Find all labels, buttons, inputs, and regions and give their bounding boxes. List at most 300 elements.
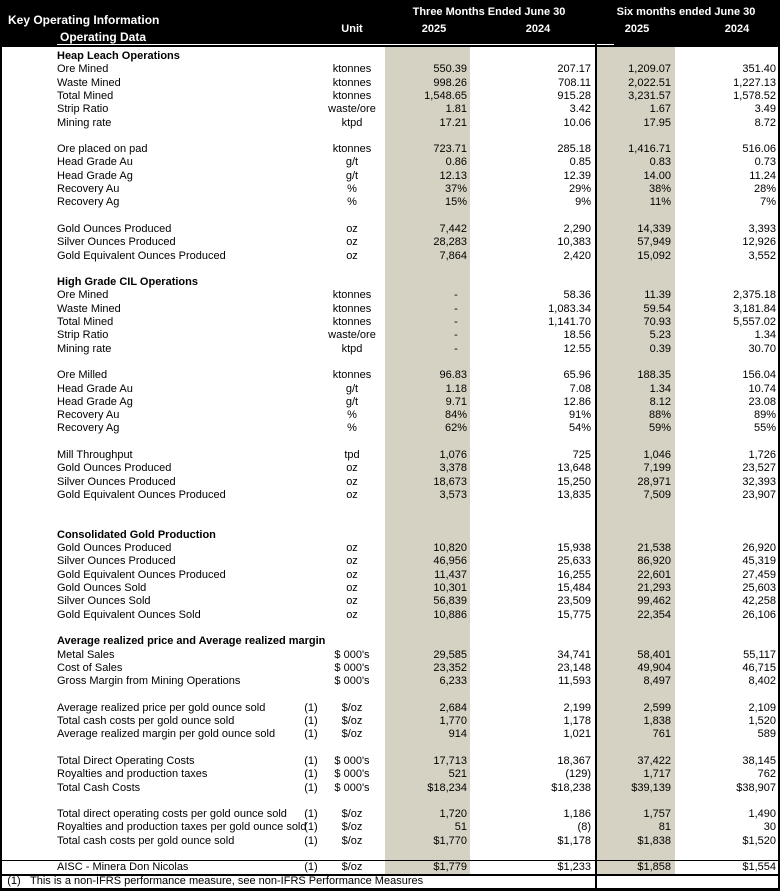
value-cell: 28% bbox=[753, 183, 776, 195]
table-row bbox=[0, 715, 780, 728]
value-cell: 2,290 bbox=[563, 222, 591, 235]
value-cell: 285.18 bbox=[557, 143, 591, 156]
value-cell: 15,484 bbox=[557, 582, 591, 594]
table-row bbox=[0, 821, 780, 834]
value-cell: 99,462 bbox=[637, 595, 671, 608]
column-divider-rule bbox=[595, 0, 597, 888]
value-cell: 1,520 bbox=[748, 715, 776, 727]
table-row bbox=[0, 236, 780, 249]
unit-cell: $/oz bbox=[341, 715, 363, 727]
value-cell: 12.86 bbox=[563, 395, 591, 408]
value-cell: 1,490 bbox=[748, 808, 776, 821]
row-label: Mining rate bbox=[57, 342, 112, 355]
value-cell: 351.40 bbox=[742, 63, 776, 76]
value-cell: - bbox=[454, 316, 467, 328]
value-cell: 18,367 bbox=[557, 754, 591, 767]
value-cell: 7,509 bbox=[643, 488, 671, 501]
value-cell: 1,726 bbox=[748, 449, 776, 461]
row-label: Total Mined bbox=[57, 316, 114, 328]
value-cell: 89% bbox=[753, 409, 776, 422]
value-cell: $1,838 bbox=[637, 834, 671, 847]
value-cell: 12.13 bbox=[439, 169, 467, 182]
row-label: Average realized margin per gold ounce sold bbox=[57, 728, 276, 741]
value-cell: $1,554 bbox=[742, 861, 776, 874]
value-cell: 25,603 bbox=[742, 582, 776, 594]
value-cell: 1,720 bbox=[439, 808, 467, 821]
value-cell: 11,593 bbox=[558, 675, 591, 688]
unit-cell: oz bbox=[346, 222, 358, 235]
value-cell: (8) bbox=[577, 821, 591, 834]
value-cell: 521 bbox=[448, 768, 467, 781]
value-cell: 55% bbox=[753, 422, 776, 435]
table-row bbox=[0, 329, 780, 342]
value-cell: 23,148 bbox=[557, 661, 591, 674]
value-cell: 1,209.07 bbox=[628, 63, 671, 76]
value-cell: 10.06 bbox=[563, 116, 591, 129]
unit-cell: % bbox=[347, 422, 357, 435]
value-cell: 188.35 bbox=[637, 369, 671, 382]
value-cell: 18.56 bbox=[563, 329, 591, 342]
section-header-row bbox=[0, 276, 780, 289]
value-cell: 30.70 bbox=[748, 342, 776, 355]
spacer-row bbox=[0, 263, 780, 276]
value-cell: 14.00 bbox=[643, 169, 671, 182]
unit-cell: $ 000's bbox=[334, 768, 370, 781]
table-subtitle: Operating Data bbox=[60, 30, 147, 44]
value-cell: 22,354 bbox=[637, 608, 671, 621]
unit-cell: $/oz bbox=[341, 821, 363, 834]
value-cell: 59% bbox=[648, 422, 671, 435]
unit-cell: $/oz bbox=[341, 861, 363, 874]
value-cell: 10,820 bbox=[433, 542, 467, 555]
value-cell: 723.71 bbox=[433, 143, 467, 156]
row-label: Silver Ounces Produced bbox=[57, 555, 176, 568]
value-cell: 1.34 bbox=[649, 382, 671, 395]
value-cell: 0.83 bbox=[649, 156, 671, 169]
value-cell: 2,375.18 bbox=[733, 289, 776, 302]
value-cell: 15,775 bbox=[557, 608, 591, 621]
row-label: Head Grade Au bbox=[57, 382, 133, 395]
value-cell: 1,076 bbox=[439, 449, 467, 461]
unit-cell: ktonnes bbox=[332, 302, 372, 315]
row-label: Recovery Ag bbox=[57, 196, 120, 209]
row-label: Mining rate bbox=[57, 116, 112, 129]
unit-cell: g/t bbox=[345, 156, 359, 169]
row-label: Mill Throughput bbox=[57, 449, 133, 461]
value-cell: 1,083.34 bbox=[548, 302, 591, 315]
footnote-ref: (1) bbox=[304, 768, 318, 781]
value-cell: 6,233 bbox=[439, 675, 467, 688]
value-cell: 45,319 bbox=[742, 555, 776, 568]
value-cell: 46,715 bbox=[742, 661, 776, 674]
value-cell: 29,585 bbox=[433, 648, 467, 661]
left-border bbox=[0, 0, 2, 891]
row-label: Head Grade Au bbox=[57, 156, 133, 169]
value-cell: 17.21 bbox=[439, 116, 467, 129]
value-cell: 1,186 bbox=[563, 808, 591, 821]
value-cell: 23,527 bbox=[742, 462, 776, 475]
row-label: Head Grade Ag bbox=[57, 169, 133, 182]
unit-cell: oz bbox=[346, 568, 358, 581]
table-row bbox=[0, 383, 780, 396]
table-row bbox=[0, 542, 780, 555]
row-label: Ore Mined bbox=[57, 289, 109, 302]
value-cell: 10,301 bbox=[433, 582, 467, 594]
value-cell: - bbox=[454, 289, 467, 302]
value-cell: 25,633 bbox=[557, 555, 591, 568]
row-label: Recovery Au bbox=[57, 183, 120, 195]
value-cell: 38% bbox=[648, 183, 671, 195]
row-label: Gold Ounces Produced bbox=[57, 462, 172, 475]
table-row bbox=[0, 183, 780, 196]
unit-cell: ktonnes bbox=[332, 76, 372, 89]
row-label: Recovery Au bbox=[57, 409, 120, 422]
row-label: Gold Ounces Produced bbox=[57, 222, 172, 235]
value-cell: 1,757 bbox=[643, 808, 671, 821]
value-cell: 7.08 bbox=[569, 382, 591, 395]
unit-cell: oz bbox=[346, 582, 358, 594]
spacer-row bbox=[0, 130, 780, 143]
value-cell: 37,422 bbox=[637, 754, 671, 767]
value-cell: 37% bbox=[444, 183, 467, 195]
row-label: Gold Ounces Produced bbox=[57, 542, 172, 555]
row-label: Gold Equivalent Ounces Produced bbox=[57, 488, 226, 501]
value-cell: 998.26 bbox=[433, 76, 467, 89]
value-cell: 54% bbox=[568, 422, 591, 435]
unit-cell: oz bbox=[346, 542, 358, 555]
footnote-ref: (1) bbox=[304, 861, 318, 874]
row-label: Average realized price per gold ounce sold bbox=[57, 701, 266, 714]
table-row bbox=[0, 582, 780, 595]
value-cell: 10,383 bbox=[557, 236, 591, 249]
unit-cell: g/t bbox=[345, 169, 359, 182]
value-cell: 11,437 bbox=[434, 568, 467, 581]
value-cell: 23,352 bbox=[433, 661, 467, 674]
value-cell: 22,601 bbox=[637, 568, 671, 581]
row-label: Total cash costs per gold ounce sold bbox=[57, 834, 235, 847]
value-cell: 1,548.65 bbox=[424, 89, 467, 102]
unit-cell: oz bbox=[346, 462, 358, 475]
value-cell: 57,949 bbox=[637, 236, 671, 249]
value-cell: $1,178 bbox=[557, 834, 591, 847]
table-row bbox=[0, 489, 780, 502]
value-cell: $38,907 bbox=[736, 781, 776, 794]
value-cell: 17,713 bbox=[433, 754, 467, 767]
value-cell: - bbox=[454, 302, 467, 315]
footnote-marker: (1) bbox=[7, 875, 21, 887]
value-cell: 9% bbox=[575, 196, 591, 209]
row-label: Gold Ounces Sold bbox=[57, 582, 147, 594]
row-label: Total Mined bbox=[57, 89, 114, 102]
table-row bbox=[0, 675, 780, 688]
value-cell: 58.36 bbox=[563, 289, 591, 302]
section-header-row bbox=[0, 529, 780, 542]
unit-cell: $/oz bbox=[341, 728, 363, 741]
value-cell: 516.06 bbox=[742, 143, 776, 156]
row-label: Ore placed on pad bbox=[57, 143, 148, 156]
table-row bbox=[0, 196, 780, 209]
value-cell: 1,227.13 bbox=[733, 76, 776, 89]
value-cell: 32,393 bbox=[742, 475, 776, 488]
column-header-q-2024: 2024 bbox=[525, 23, 551, 35]
value-cell: 15,250 bbox=[557, 475, 591, 488]
unit-cell: % bbox=[347, 409, 357, 422]
value-cell: 11.24 bbox=[749, 169, 776, 182]
value-cell: 2,684 bbox=[439, 701, 467, 714]
unit-cell: ktonnes bbox=[332, 143, 372, 156]
row-label: Strip Ratio bbox=[57, 329, 109, 342]
value-cell: 21,293 bbox=[637, 582, 671, 594]
unit-cell: g/t bbox=[345, 382, 359, 395]
row-label: Total Cash Costs bbox=[57, 781, 141, 794]
row-label: Metal Sales bbox=[57, 648, 115, 661]
value-cell: 13,835 bbox=[557, 488, 591, 501]
unit-cell: ktonnes bbox=[332, 316, 372, 328]
value-cell: 1,046 bbox=[643, 449, 671, 461]
value-cell: 3,573 bbox=[439, 488, 467, 501]
unit-cell: $ 000's bbox=[334, 661, 370, 674]
value-cell: 7% bbox=[760, 196, 776, 209]
table-row bbox=[0, 396, 780, 409]
value-cell: 15,092 bbox=[637, 249, 671, 262]
table-row bbox=[0, 609, 780, 622]
value-cell: 26,106 bbox=[742, 608, 776, 621]
value-cell: $39,139 bbox=[631, 781, 671, 794]
table-row bbox=[0, 702, 780, 715]
row-label: Total direct operating costs per gold ounce sold bbox=[57, 808, 287, 821]
row-label: Gold Equivalent Ounces Sold bbox=[57, 608, 201, 621]
table-row bbox=[0, 223, 780, 236]
value-cell: 23,907 bbox=[742, 488, 776, 501]
value-cell: 1,416.71 bbox=[628, 143, 671, 156]
value-cell: 65.96 bbox=[563, 369, 591, 382]
footnote-ref: (1) bbox=[304, 701, 318, 714]
table-row bbox=[0, 170, 780, 183]
value-cell: 56,839 bbox=[433, 595, 467, 608]
row-label: Head Grade Ag bbox=[57, 395, 133, 408]
value-cell: 27,459 bbox=[742, 568, 776, 581]
value-cell: 1.18 bbox=[445, 382, 467, 395]
value-cell: $1,779 bbox=[433, 861, 467, 874]
value-cell: $18,238 bbox=[551, 781, 591, 794]
value-cell: 91% bbox=[568, 409, 591, 422]
value-cell: 26,920 bbox=[742, 542, 776, 555]
value-cell: 915.28 bbox=[557, 89, 591, 102]
table-row bbox=[0, 63, 780, 76]
value-cell: 1,021 bbox=[563, 728, 591, 741]
value-cell: 3,552 bbox=[748, 249, 776, 262]
unit-cell: oz bbox=[346, 488, 358, 501]
table-row bbox=[0, 462, 780, 475]
footnote-ref: (1) bbox=[304, 834, 318, 847]
value-cell: 30 bbox=[763, 821, 776, 834]
value-cell: 7,199 bbox=[643, 462, 671, 475]
row-label: Recovery Ag bbox=[57, 422, 120, 435]
value-cell: 156.04 bbox=[742, 369, 776, 382]
value-cell: 207.17 bbox=[557, 63, 591, 76]
value-cell: 81 bbox=[658, 821, 671, 834]
value-cell: 762 bbox=[757, 768, 776, 781]
table-row bbox=[0, 662, 780, 675]
row-label: Silver Ounces Produced bbox=[57, 475, 176, 488]
footnote-ref: (1) bbox=[304, 715, 318, 727]
value-cell: 49,904 bbox=[637, 661, 671, 674]
value-cell: 3,231.57 bbox=[628, 89, 671, 102]
table-row bbox=[0, 103, 780, 116]
spacer-row bbox=[0, 688, 780, 701]
table-row bbox=[0, 595, 780, 608]
footnote-ref: (1) bbox=[304, 781, 318, 794]
unit-cell: $ 000's bbox=[334, 781, 370, 794]
table-row bbox=[0, 90, 780, 103]
value-cell: 1.34 bbox=[754, 329, 776, 342]
value-cell: 62% bbox=[444, 422, 467, 435]
row-label: Total Direct Operating Costs bbox=[57, 754, 195, 767]
table-row bbox=[0, 755, 780, 768]
value-cell: 2,199 bbox=[563, 701, 591, 714]
table-row bbox=[0, 768, 780, 781]
value-cell: 23.08 bbox=[748, 395, 776, 408]
table-row bbox=[0, 449, 780, 462]
unit-cell: oz bbox=[346, 608, 358, 621]
unit-cell: $/oz bbox=[341, 834, 363, 847]
spacer-row bbox=[0, 742, 780, 755]
table-row bbox=[0, 409, 780, 422]
value-cell: 2,420 bbox=[563, 249, 591, 262]
unit-cell: ktpd bbox=[341, 116, 363, 129]
page-title: Key Operating Information bbox=[8, 13, 160, 27]
value-cell: 12,926 bbox=[742, 236, 776, 249]
value-cell: 16,255 bbox=[557, 568, 591, 581]
unit-cell: g/t bbox=[345, 395, 359, 408]
column-group-six-months: Six months ended June 30 bbox=[616, 6, 756, 18]
value-cell: 55,117 bbox=[743, 648, 776, 661]
value-cell: $18,234 bbox=[427, 781, 467, 794]
table-row bbox=[0, 369, 780, 382]
section-header-row bbox=[0, 50, 780, 63]
value-cell: $1,233 bbox=[557, 861, 591, 874]
value-cell: 3.42 bbox=[569, 103, 591, 116]
value-cell: 8.12 bbox=[649, 395, 671, 408]
value-cell: 15,938 bbox=[557, 542, 591, 555]
row-label: Ore Milled bbox=[57, 369, 108, 382]
value-cell: 2,109 bbox=[748, 701, 776, 714]
value-cell: 7,442 bbox=[439, 222, 467, 235]
table-row bbox=[0, 289, 780, 302]
table-row bbox=[0, 476, 780, 489]
spacer-row bbox=[0, 356, 780, 369]
value-cell: 8,402 bbox=[748, 675, 776, 688]
value-cell: 8,497 bbox=[643, 675, 671, 688]
value-cell: 761 bbox=[652, 728, 671, 741]
row-label: Gross Margin from Mining Operations bbox=[57, 675, 241, 688]
row-label: Ore Mined bbox=[57, 63, 109, 76]
value-cell: 5,557.02 bbox=[733, 316, 776, 328]
value-cell: 84% bbox=[444, 409, 467, 422]
table-row bbox=[0, 808, 780, 821]
unit-cell: ktonnes bbox=[332, 63, 372, 76]
unit-cell: oz bbox=[346, 555, 358, 568]
value-cell: 12.55 bbox=[563, 342, 591, 355]
value-cell: 46,956 bbox=[433, 555, 467, 568]
unit-cell: ktonnes bbox=[332, 289, 372, 302]
spacer-row bbox=[0, 210, 780, 223]
table-row bbox=[0, 555, 780, 568]
section-header-row bbox=[0, 635, 780, 648]
unit-cell: % bbox=[347, 196, 357, 209]
row-label: Royalties and production taxes bbox=[57, 768, 208, 781]
unit-cell: oz bbox=[346, 249, 358, 262]
value-cell: 550.39 bbox=[433, 63, 467, 76]
value-cell: 23,509 bbox=[557, 595, 591, 608]
value-cell: 11.39 bbox=[644, 289, 671, 302]
value-cell: 0.73 bbox=[754, 156, 776, 169]
value-cell: 51 bbox=[454, 821, 467, 834]
column-header-6m-2025: 2025 bbox=[624, 23, 650, 35]
spacer-row bbox=[0, 516, 780, 529]
table-row bbox=[0, 303, 780, 316]
value-cell: 3,393 bbox=[748, 222, 776, 235]
row-label: AISC - Minera Don Nicolas bbox=[57, 861, 189, 874]
spacer-row bbox=[0, 622, 780, 635]
column-header-6m-2024: 2024 bbox=[724, 23, 750, 35]
footnote-row bbox=[0, 875, 780, 888]
unit-cell: % bbox=[347, 183, 357, 195]
value-cell: $1,770 bbox=[433, 834, 467, 847]
value-cell: 11% bbox=[649, 196, 671, 209]
row-label: Cost of Sales bbox=[57, 661, 123, 674]
value-cell: 7,864 bbox=[439, 249, 467, 262]
value-cell: 28,283 bbox=[433, 236, 467, 249]
value-cell: 14,339 bbox=[637, 222, 671, 235]
value-cell: 3,181.84 bbox=[733, 302, 776, 315]
value-cell: 2,022.51 bbox=[628, 76, 671, 89]
value-cell: 3.49 bbox=[754, 103, 776, 116]
value-cell: 1,578.52 bbox=[733, 89, 776, 102]
value-cell: 8.72 bbox=[754, 116, 776, 129]
unit-cell: ktonnes bbox=[332, 369, 372, 382]
value-cell: 10.74 bbox=[748, 382, 776, 395]
unit-cell: oz bbox=[346, 595, 358, 608]
value-cell: 21,538 bbox=[637, 542, 671, 555]
value-cell: 1,717 bbox=[643, 768, 671, 781]
unit-cell: oz bbox=[346, 236, 358, 249]
value-cell: 10,886 bbox=[433, 608, 467, 621]
value-cell: 15% bbox=[444, 196, 467, 209]
value-cell: 38,145 bbox=[742, 754, 776, 767]
table-row bbox=[0, 782, 780, 795]
value-cell: 5.23 bbox=[649, 329, 671, 342]
unit-cell: $/oz bbox=[341, 701, 363, 714]
spacer-row bbox=[0, 502, 780, 515]
value-cell: 2,599 bbox=[643, 701, 671, 714]
value-cell: - bbox=[454, 329, 467, 342]
table-row bbox=[0, 835, 780, 848]
value-cell: 18,673 bbox=[433, 475, 467, 488]
unit-cell: oz bbox=[346, 475, 358, 488]
row-label: Strip Ratio bbox=[57, 103, 109, 116]
table-row bbox=[0, 422, 780, 435]
row-label: Waste Mined bbox=[57, 76, 121, 89]
value-cell: 34,741 bbox=[557, 648, 591, 661]
value-cell: - bbox=[454, 342, 467, 355]
footnote-ref: (1) bbox=[304, 808, 318, 821]
table-row bbox=[0, 861, 780, 874]
table-row bbox=[0, 156, 780, 169]
unit-cell: ktonnes bbox=[332, 89, 372, 102]
value-cell: 1,770 bbox=[439, 715, 467, 727]
value-cell: 88% bbox=[648, 409, 671, 422]
